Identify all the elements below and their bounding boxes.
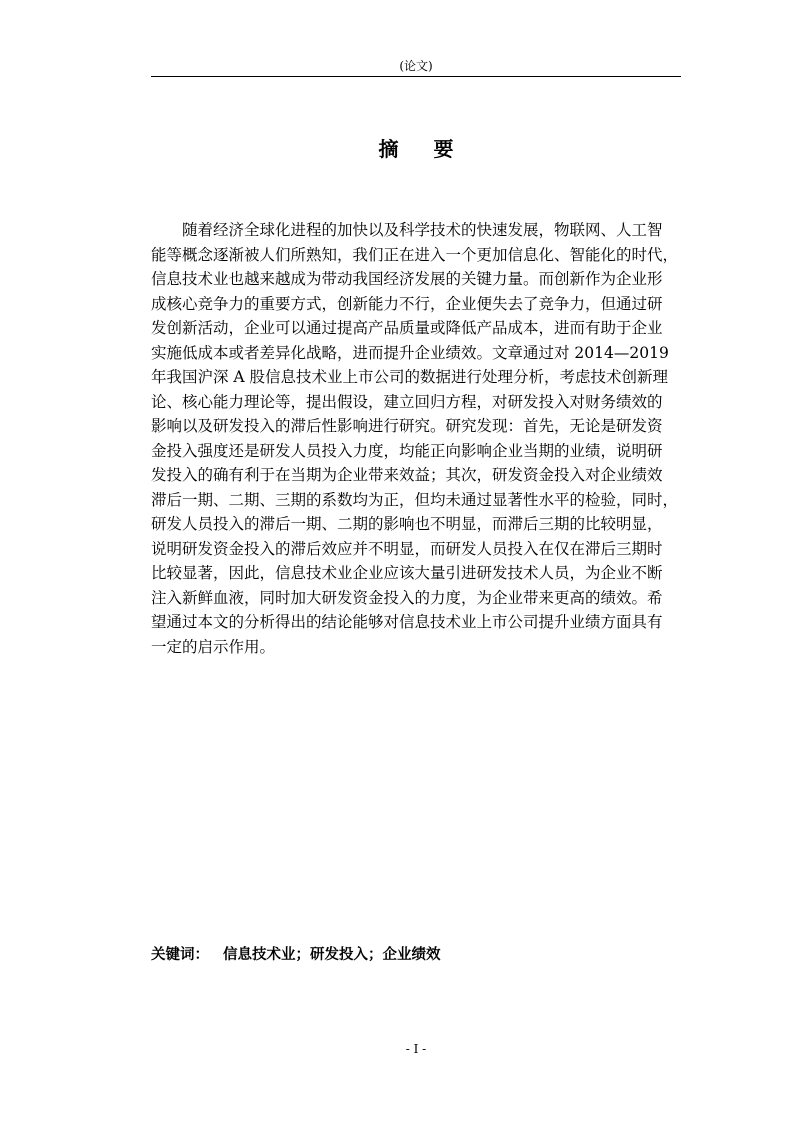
abstract-line: 滞后一期、二期、三期的系数均为正，但均未通过显著性水平的检验，同时， bbox=[151, 490, 679, 509]
abstract-line: 随着经济全球化进程的加快以及科学技术的快速发展，物联网、人工智 bbox=[182, 221, 663, 239]
abstract-line: 影响以及研发投入的滞后性影响进行研究。研究发现：首先，无论是研发资 bbox=[151, 417, 663, 435]
abstract-line: 能等概念逐渐被人们所熟知，我们正在进入一个更加信息化、智能化的时代， bbox=[151, 245, 679, 264]
abstract-line: 比较显著，因此，信息技术业企业应该大量引进研发技术人员，为企业不断 bbox=[151, 564, 663, 582]
abstract-line: 信息技术业也越来越成为带动我国经济发展的关键力量。而创新作为企业形 bbox=[151, 270, 663, 288]
abstract-line: 论、核心能力理论等，提出假设，建立回归方程，对研发投入对财务绩效的 bbox=[151, 392, 663, 411]
keywords-value: 信息技术业；研发投入；企业绩效 bbox=[223, 947, 441, 963]
abstract-body bbox=[151, 218, 684, 659]
abstract-line: 成核心竞争力的重要方式，创新能力不行，企业便失去了竞争力，但通过研 bbox=[151, 294, 663, 313]
keywords-label: 关键词： bbox=[151, 947, 209, 963]
abstract-line: 说明研发资金投入的滞后效应并不明显，而研发人员投入在仅在滞后三期时 bbox=[151, 539, 663, 558]
abstract-line: 注入新鲜血液，同时加大研发资金投入的力度，为企业带来更高的绩效。希 bbox=[151, 588, 663, 607]
abstract-line: 发投入的确有利于在当期为企业带来效益；其次，研发资金投入对企业绩效 bbox=[151, 466, 663, 484]
page-header: (论文) bbox=[399, 59, 433, 73]
abstract-line: 金投入强度还是研发人员投入力度，均能正向影响企业当期的业绩，说明研 bbox=[151, 441, 663, 460]
abstract-line: 研发人员投入的滞后一期、二期的影响也不明显，而滞后三期的比较明显， bbox=[151, 515, 663, 533]
header-divider bbox=[151, 76, 681, 77]
abstract-line: 一定的启示作用。 bbox=[151, 637, 276, 656]
abstract-line: 望通过本文的分析得出的结论能够对信息技术业上市公司提升业绩方面具有 bbox=[151, 613, 663, 631]
abstract-title: 摘 要 bbox=[378, 137, 468, 161]
abstract-line: 年我国沪深 A 股信息技术业上市公司的数据进行处理分析，考虑技术创新理 bbox=[151, 368, 669, 386]
keywords bbox=[151, 944, 681, 966]
abstract-line: 实施低成本或者差异化战略，进而提升企业绩效。文章通过对 2014—2019 bbox=[151, 343, 669, 362]
page-number: - I - bbox=[405, 1042, 427, 1056]
abstract-line: 发创新活动，企业可以通过提高产品质量或降低产品成本，进而有助于企业 bbox=[151, 319, 663, 337]
